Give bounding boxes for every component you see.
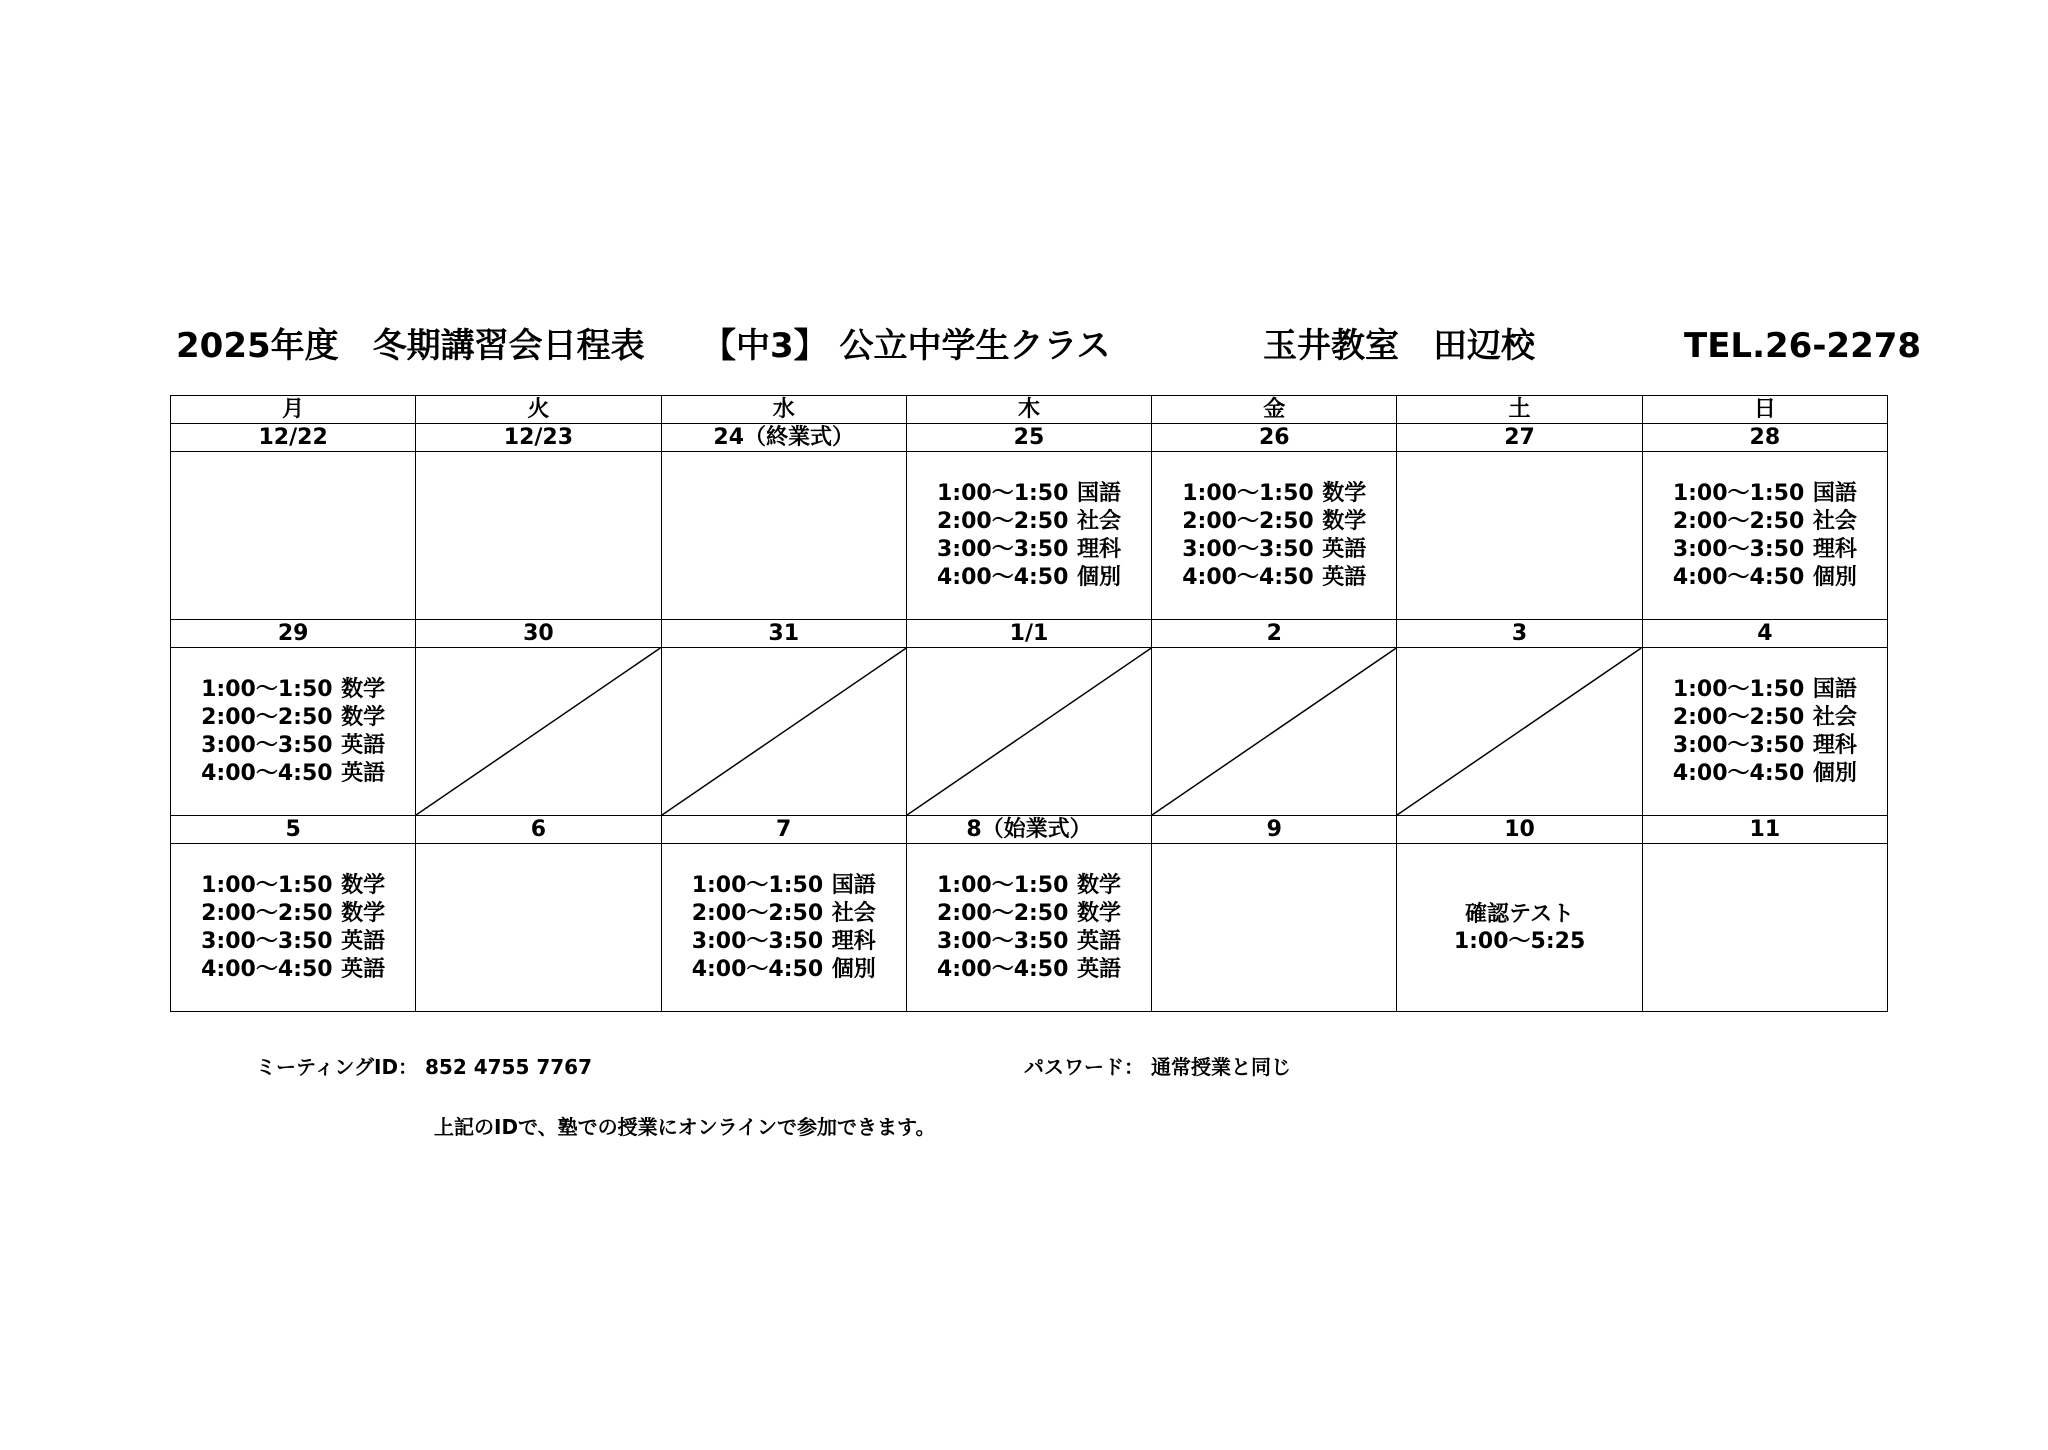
lesson-time: 2:00～2:50 <box>1182 508 1314 534</box>
lesson-line <box>937 480 1121 508</box>
lesson-subject: 国語 <box>1812 480 1857 506</box>
lesson-list <box>692 872 876 984</box>
lesson-line <box>201 900 385 928</box>
schedule-cell <box>1642 648 1887 816</box>
closed-cell <box>906 648 1151 816</box>
lesson-list <box>1182 480 1366 592</box>
schedule-cell <box>906 844 1151 1012</box>
lesson-subject: 社会 <box>1076 508 1121 534</box>
lesson-subject: 数学 <box>1076 900 1121 926</box>
lesson-time: 1:00～1:50 <box>201 676 333 702</box>
lesson-subject: 数学 <box>1322 508 1367 534</box>
test-cell <box>1397 844 1642 1012</box>
lesson-time: 3:00～3:50 <box>936 928 1069 954</box>
lesson-time: 1:00～1:50 <box>936 480 1069 506</box>
lesson-line <box>201 928 385 956</box>
weekday-cell: 日 <box>1642 396 1887 424</box>
date-cell: 31 <box>661 620 906 648</box>
meeting-id-value: 852 4755 7767 <box>425 1055 593 1079</box>
schedule-cell <box>171 844 416 1012</box>
closed-diagonal <box>662 648 906 815</box>
date-cell: 25 <box>906 424 1151 452</box>
lesson-line <box>201 704 385 732</box>
empty-cell <box>171 452 416 620</box>
weekday-cell: 月 <box>171 396 416 424</box>
date-cell: 12/22 <box>171 424 416 452</box>
lesson-subject: 英語 <box>1322 536 1367 562</box>
lesson-time: 2:00～2:50 <box>691 900 824 926</box>
lesson-subject: 英語 <box>341 732 386 758</box>
lesson-list <box>937 872 1121 984</box>
lesson-time: 4:00～4:50 <box>936 564 1069 590</box>
date-cell: 4 <box>1642 620 1887 648</box>
lesson-time: 3:00～3:50 <box>1182 536 1314 562</box>
lesson-subject: 国語 <box>1076 480 1121 506</box>
lesson-line <box>1673 676 1857 704</box>
schedule-calendar <box>170 395 1888 1012</box>
lesson-time: 4:00～4:50 <box>1182 564 1314 590</box>
lesson-subject: 個別 <box>1812 760 1857 786</box>
lesson-subject: 英語 <box>341 956 386 982</box>
closed-diagonal <box>1397 648 1641 815</box>
lesson-line <box>1182 508 1366 536</box>
weekday-cell: 金 <box>1152 396 1397 424</box>
date-cell: 11 <box>1642 816 1887 844</box>
lesson-line <box>201 732 385 760</box>
lesson-line <box>692 872 876 900</box>
meeting-id-line <box>256 1051 592 1080</box>
schedule-title: 2025年度 冬期講習会日程表 <box>176 326 645 366</box>
password-label: パスワード： <box>1024 1055 1144 1079</box>
lesson-line <box>201 872 385 900</box>
date-row <box>171 424 1888 452</box>
lesson-time: 3:00～3:50 <box>1672 732 1805 758</box>
lesson-list <box>1673 676 1857 788</box>
schedule-cell <box>1152 452 1397 620</box>
lesson-list <box>1673 480 1857 592</box>
lesson-line <box>201 956 385 984</box>
lesson-list <box>201 676 385 788</box>
schedule-cell <box>1642 452 1887 620</box>
test-label: 確認テスト <box>1464 901 1575 927</box>
lesson-subject: 社会 <box>1812 704 1857 730</box>
lesson-line <box>937 508 1121 536</box>
lesson-subject: 数学 <box>341 900 386 926</box>
lesson-time: 4:00～4:50 <box>201 956 333 982</box>
lesson-time: 2:00～2:50 <box>936 900 1069 926</box>
schedule-row <box>171 648 1888 816</box>
date-cell: 2 <box>1152 620 1397 648</box>
lesson-time: 4:00～4:50 <box>691 956 824 982</box>
date-row <box>171 620 1888 648</box>
lesson-time: 3:00～3:50 <box>691 928 824 954</box>
closed-diagonal <box>907 648 1151 815</box>
empty-cell <box>416 452 661 620</box>
lesson-time: 2:00～2:50 <box>201 900 333 926</box>
lesson-line <box>937 956 1121 984</box>
lesson-subject: 国語 <box>831 872 876 898</box>
lesson-line <box>201 676 385 704</box>
date-cell: 5 <box>171 816 416 844</box>
date-cell: 28 <box>1642 424 1887 452</box>
lesson-time: 1:00～1:50 <box>1182 480 1314 506</box>
lesson-subject: 英語 <box>1076 928 1121 954</box>
lesson-time: 1:00～1:50 <box>1672 480 1805 506</box>
lesson-subject: 英語 <box>341 760 386 786</box>
date-row <box>171 816 1888 844</box>
schedule-cell <box>171 648 416 816</box>
test-time: 1:00～5:25 <box>1453 928 1586 954</box>
lesson-time: 3:00～3:50 <box>201 732 333 758</box>
lesson-line <box>937 564 1121 592</box>
lesson-time: 3:00～3:50 <box>936 536 1069 562</box>
lesson-time: 3:00～3:50 <box>201 928 333 954</box>
lesson-line <box>937 872 1121 900</box>
lesson-line <box>1673 732 1857 760</box>
weekday-header-row <box>171 396 1888 424</box>
lesson-subject: 個別 <box>1812 564 1857 590</box>
lesson-subject: 理科 <box>1076 536 1121 562</box>
weekday-cell: 火 <box>416 396 661 424</box>
online-note: 上記のIDで、塾での授業にオンラインで参加できます。 <box>434 1115 936 1139</box>
lesson-subject: 英語 <box>1322 564 1367 590</box>
lesson-subject: 数学 <box>1322 480 1367 506</box>
date-cell: 29 <box>171 620 416 648</box>
lesson-line <box>1182 564 1366 592</box>
closed-diagonal <box>416 648 660 815</box>
lesson-subject: 社会 <box>831 900 876 926</box>
lesson-subject: 社会 <box>1812 508 1857 534</box>
closed-diagonal <box>1152 648 1396 815</box>
closed-cell <box>1152 648 1397 816</box>
lesson-time: 2:00～2:50 <box>1672 508 1805 534</box>
lesson-list <box>201 872 385 984</box>
phone-number: TEL.26-2278 <box>1684 326 1922 366</box>
lesson-line <box>1673 508 1857 536</box>
lesson-line <box>1673 536 1857 564</box>
lesson-line <box>1673 564 1857 592</box>
lesson-line <box>692 928 876 956</box>
date-cell: 30 <box>416 620 661 648</box>
lesson-time: 1:00～1:50 <box>936 872 1069 898</box>
lesson-time: 3:00～3:50 <box>1672 536 1805 562</box>
date-cell: 9 <box>1152 816 1397 844</box>
schedule-cell <box>661 844 906 1012</box>
class-name: 【中3】 公立中学生クラス <box>702 326 1111 366</box>
lesson-time: 4:00～4:50 <box>936 956 1069 982</box>
date-cell: 1/1 <box>906 620 1151 648</box>
empty-cell <box>1642 844 1887 1012</box>
lesson-line <box>937 928 1121 956</box>
weekday-cell: 木 <box>906 396 1151 424</box>
lesson-subject: 個別 <box>1076 564 1121 590</box>
lesson-subject: 英語 <box>1076 956 1121 982</box>
lesson-subject: 理科 <box>1812 536 1857 562</box>
lesson-time: 1:00～1:50 <box>1672 676 1805 702</box>
lesson-subject: 国語 <box>1812 676 1857 702</box>
date-cell: 24（終業式） <box>661 424 906 452</box>
date-cell: 7 <box>661 816 906 844</box>
lesson-line <box>1673 760 1857 788</box>
meeting-id-label: ミーティングID： <box>256 1055 419 1079</box>
lesson-time: 2:00～2:50 <box>936 508 1069 534</box>
date-cell: 6 <box>416 816 661 844</box>
lesson-line <box>937 536 1121 564</box>
lesson-list <box>937 480 1121 592</box>
lesson-line <box>692 900 876 928</box>
lesson-line <box>937 900 1121 928</box>
closed-cell <box>661 648 906 816</box>
weekday-cell: 水 <box>661 396 906 424</box>
test-block <box>1397 901 1641 955</box>
lesson-time: 2:00～2:50 <box>1672 704 1805 730</box>
lesson-subject: 数学 <box>341 704 386 730</box>
lesson-line <box>1673 704 1857 732</box>
closed-cell <box>1397 648 1642 816</box>
schedule-cell <box>906 452 1151 620</box>
lesson-subject: 数学 <box>341 872 386 898</box>
lesson-subject: 理科 <box>1812 732 1857 758</box>
lesson-line <box>1182 536 1366 564</box>
empty-cell <box>1152 844 1397 1012</box>
date-cell: 12/23 <box>416 424 661 452</box>
school-name: 玉井教室 田辺校 <box>1263 326 1535 366</box>
lesson-subject: 数学 <box>341 676 386 702</box>
lesson-subject: 数学 <box>1076 872 1121 898</box>
lesson-line <box>201 760 385 788</box>
password-line <box>1024 1051 1291 1080</box>
date-cell: 3 <box>1397 620 1642 648</box>
lesson-line <box>1182 480 1366 508</box>
date-cell: 26 <box>1152 424 1397 452</box>
weekday-cell: 土 <box>1397 396 1642 424</box>
password-value: 通常授業と同じ <box>1150 1055 1291 1079</box>
schedule-row <box>171 844 1888 1012</box>
lesson-line <box>692 956 876 984</box>
empty-cell <box>661 452 906 620</box>
empty-cell <box>416 844 661 1012</box>
empty-cell <box>1397 452 1642 620</box>
schedule-row <box>171 452 1888 620</box>
lesson-time: 4:00～4:50 <box>201 760 333 786</box>
lesson-subject: 個別 <box>831 956 876 982</box>
date-cell: 27 <box>1397 424 1642 452</box>
lesson-time: 1:00～1:50 <box>691 872 824 898</box>
date-cell: 10 <box>1397 816 1642 844</box>
lesson-time: 4:00～4:50 <box>1672 564 1805 590</box>
lesson-subject: 理科 <box>831 928 876 954</box>
lesson-time: 2:00～2:50 <box>201 704 333 730</box>
date-cell: 8（始業式） <box>906 816 1151 844</box>
closed-cell <box>416 648 661 816</box>
lesson-subject: 英語 <box>341 928 386 954</box>
lesson-time: 4:00～4:50 <box>1672 760 1805 786</box>
lesson-time: 1:00～1:50 <box>201 872 333 898</box>
lesson-line <box>1673 480 1857 508</box>
